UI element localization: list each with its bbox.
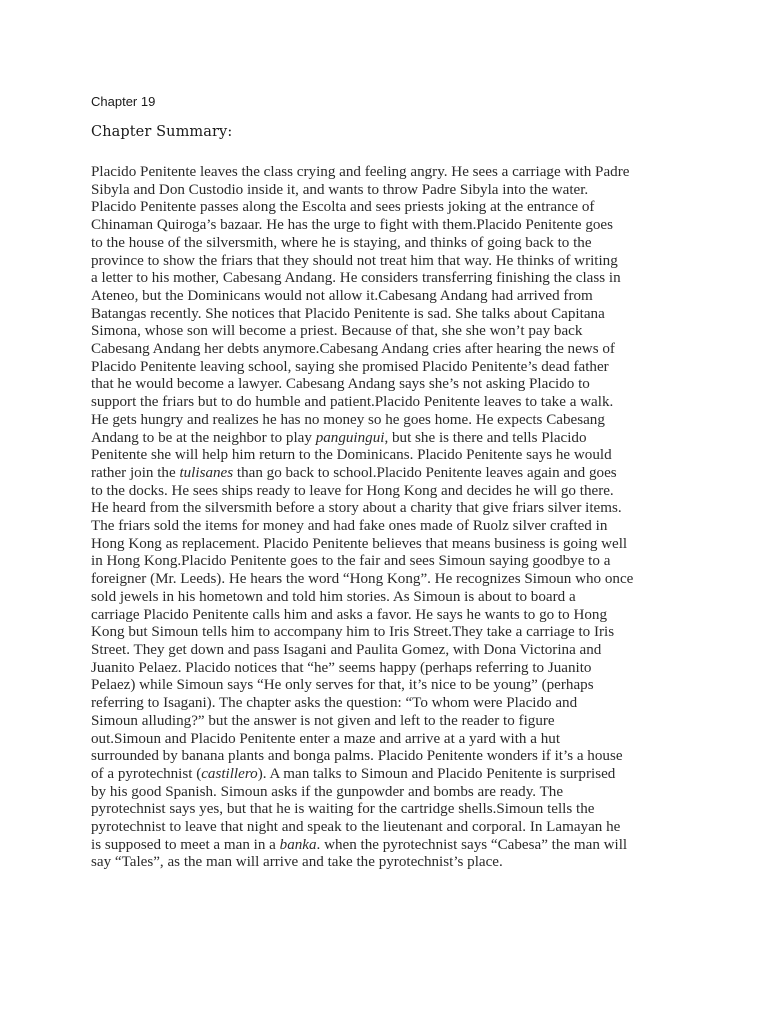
paragraph-line (91, 695, 691, 713)
text-segment: in Hong Kong.Placido Penitente goes to the fair and sees Simoun saying goodbye to a (91, 553, 611, 570)
italic-term: banka (279, 836, 317, 853)
paragraph-line (91, 235, 691, 253)
text-segment: Placido Penitente leaving school, saying she promised Placido Penitente’s dead father (91, 358, 609, 375)
paragraph-line (91, 624, 691, 642)
text-segment: ). A man talks to Simoun and Placido Penitente is surprised (257, 765, 616, 782)
text-segment: Chinaman Quiroga’s bazaar. He has the urge to fight with them.Placido Penitente goes (91, 217, 614, 234)
paragraph-line (91, 341, 691, 359)
paragraph-line (91, 801, 691, 819)
paragraph-line (91, 553, 691, 571)
text-segment: province to show the friars that they should not treat him that way. He thinks of writing (91, 252, 618, 269)
paragraph-line (91, 607, 691, 625)
paragraph-line (91, 199, 691, 217)
text-segment: Pelaez) while Simoun says “He only serves for that, it’s nice to be young” (perhaps (91, 677, 594, 694)
text-segment: support the friars but to do humble and patient.Placido Penitente leaves to take a walk. (91, 394, 614, 411)
text-segment: Placido Penitente passes along the Escolta and sees priests joking at the entrance of (91, 199, 595, 216)
text-segment: that he would become a lawyer. Cabesang Andang says she’s not asking Placido to (91, 376, 590, 393)
paragraph-line (91, 660, 691, 678)
text-segment: He heard from the silversmith before a story about a charity that give friars silver items. (91, 500, 622, 517)
text-segment: is supposed to meet a man in a (91, 836, 280, 853)
text-segment: Simona, whose son will become a priest. Because of that, she she won’t pay back (91, 323, 583, 340)
text-segment: Street. They get down and pass Isagani and Paulita Gomez, with Dona Victorina and (91, 641, 602, 658)
chapter-heading: Chapter 19 (91, 94, 156, 109)
text-segment: to the docks. He sees ships ready to leave for Hong Kong and decides he will go there. (91, 482, 614, 499)
text-segment: Cabesang Andang her debts anymore.Cabesang Andang cries after hearing the news of (91, 341, 615, 358)
text-segment: rather join the (91, 464, 180, 481)
paragraph-line (91, 306, 691, 324)
paragraph-line (91, 518, 691, 536)
paragraph-line (91, 837, 691, 855)
text-segment: by his good Spanish. Simoun asks if the gunpowder and bombs are ready. The (91, 783, 564, 800)
paragraph-line (91, 571, 691, 589)
text-segment: foreigner (Mr. Leeds). He hears the word “Hong Kong”. He recognizes Simoun who once (91, 571, 634, 588)
text-segment: sold jewels in his hometown and told him stories. As Simoun is about to board a (91, 588, 576, 605)
paragraph-line (91, 288, 691, 306)
paragraph-line (91, 465, 691, 483)
text-segment: The friars sold the items for money and had fake ones made of Ruolz silver crafted in (91, 518, 608, 535)
paragraph-line (91, 784, 691, 802)
paragraph-line (91, 376, 691, 394)
paragraph-line (91, 447, 691, 465)
italic-term: castillero (201, 765, 258, 782)
text-segment: Juanito Pelaez. Placido notices that “he” seems happy (perhaps referring to Juanito (91, 659, 592, 676)
paragraph-line (91, 713, 691, 731)
paragraph-line (91, 164, 691, 182)
text-segment: of a pyrotechnist ( (91, 765, 202, 782)
text-segment: a letter to his mother, Cabesang Andang. He considers transferring finishing the class in (91, 270, 621, 287)
italic-term: panguingui (315, 429, 385, 446)
text-segment: Ateneo, but the Dominicans would not allow it.Cabesang Andang had arrived from (91, 287, 593, 304)
text-segment: Placido Penitente leaves the class crying and feeling angry. He sees a carriage with Padre (91, 164, 630, 180)
text-segment: Simoun alluding?” but the answer is not given and left to the reader to figure (91, 712, 555, 729)
paragraph-line (91, 182, 691, 200)
paragraph-line (91, 748, 691, 766)
text-segment: Penitente she will help him return to the Dominicans. Placido Penitente says he would (91, 447, 612, 464)
paragraph-line (91, 500, 691, 518)
paragraph-line (91, 642, 691, 660)
text-segment: , but she is there and tells Placido (384, 429, 587, 446)
text-segment: Andang to be at the neighbor to play (91, 429, 316, 446)
text-segment: say “Tales”, as the man will arrive and take the pyrotechnist’s place. (91, 854, 503, 871)
text-segment: Hong Kong as replacement. Placido Penitente believes that means business is going well (91, 535, 628, 552)
paragraph-line (91, 253, 691, 271)
text-segment: Sibyla and Don Custodio inside it, and wants to throw Padre Sibyla into the water. (91, 181, 589, 198)
text-segment: pyrotechnist says yes, but that he is waiting for the cartridge shells.Simoun tells the (91, 801, 595, 818)
chapter-summary-heading: Chapter Summary: (91, 124, 233, 140)
paragraph-line (91, 323, 691, 341)
paragraph-line (91, 483, 691, 501)
text-segment: referring to Isagani). The chapter asks the question: “To whom were Placido and (91, 695, 578, 712)
text-segment: than go back to school.Placido Penitente leaves again and goes (233, 464, 617, 481)
paragraph-line (91, 854, 691, 872)
text-segment: carriage Placido Penitente calls him and asks a favor. He says he wants to go to Hong (91, 606, 607, 623)
text-segment: surrounded by banana plants and bonga palms. Placido Penitente wonders if it’s a house (91, 748, 623, 765)
text-segment: out.Simoun and Placido Penitente enter a maze and arrive at a yard with a hut (91, 730, 561, 747)
paragraph-line (91, 819, 691, 837)
paragraph-line (91, 412, 691, 430)
text-segment: He gets hungry and realizes he has no money so he goes home. He expects Cabesang (91, 411, 605, 428)
paragraph-line (91, 766, 691, 784)
paragraph-line (91, 536, 691, 554)
paragraph-line (91, 430, 691, 448)
paragraph-line (91, 394, 691, 412)
text-segment: to the house of the silversmith, where he is staying, and thinks of going back to the (91, 234, 592, 251)
paragraph-line (91, 589, 691, 607)
paragraph-line (91, 217, 691, 235)
paragraph-line (91, 359, 691, 377)
text-segment: Batangas recently. She notices that Placido Penitente is sad. She talks about Capitana (91, 305, 605, 322)
paragraph-line (91, 270, 691, 288)
italic-term: tulisanes (179, 464, 234, 481)
text-segment: . when the pyrotechnist says “Cabesa” the man will (316, 836, 628, 853)
text-segment: Kong but Simoun tells him to accompany him to Iris Street.They take a carriage to Iris (91, 624, 615, 641)
paragraph-line (91, 677, 691, 695)
paragraph-line (91, 731, 691, 749)
chapter-summary-body (91, 164, 691, 872)
text-segment: pyrotechnist to leave that night and speak to the lieutenant and corporal. In Lamayan he (91, 819, 621, 836)
